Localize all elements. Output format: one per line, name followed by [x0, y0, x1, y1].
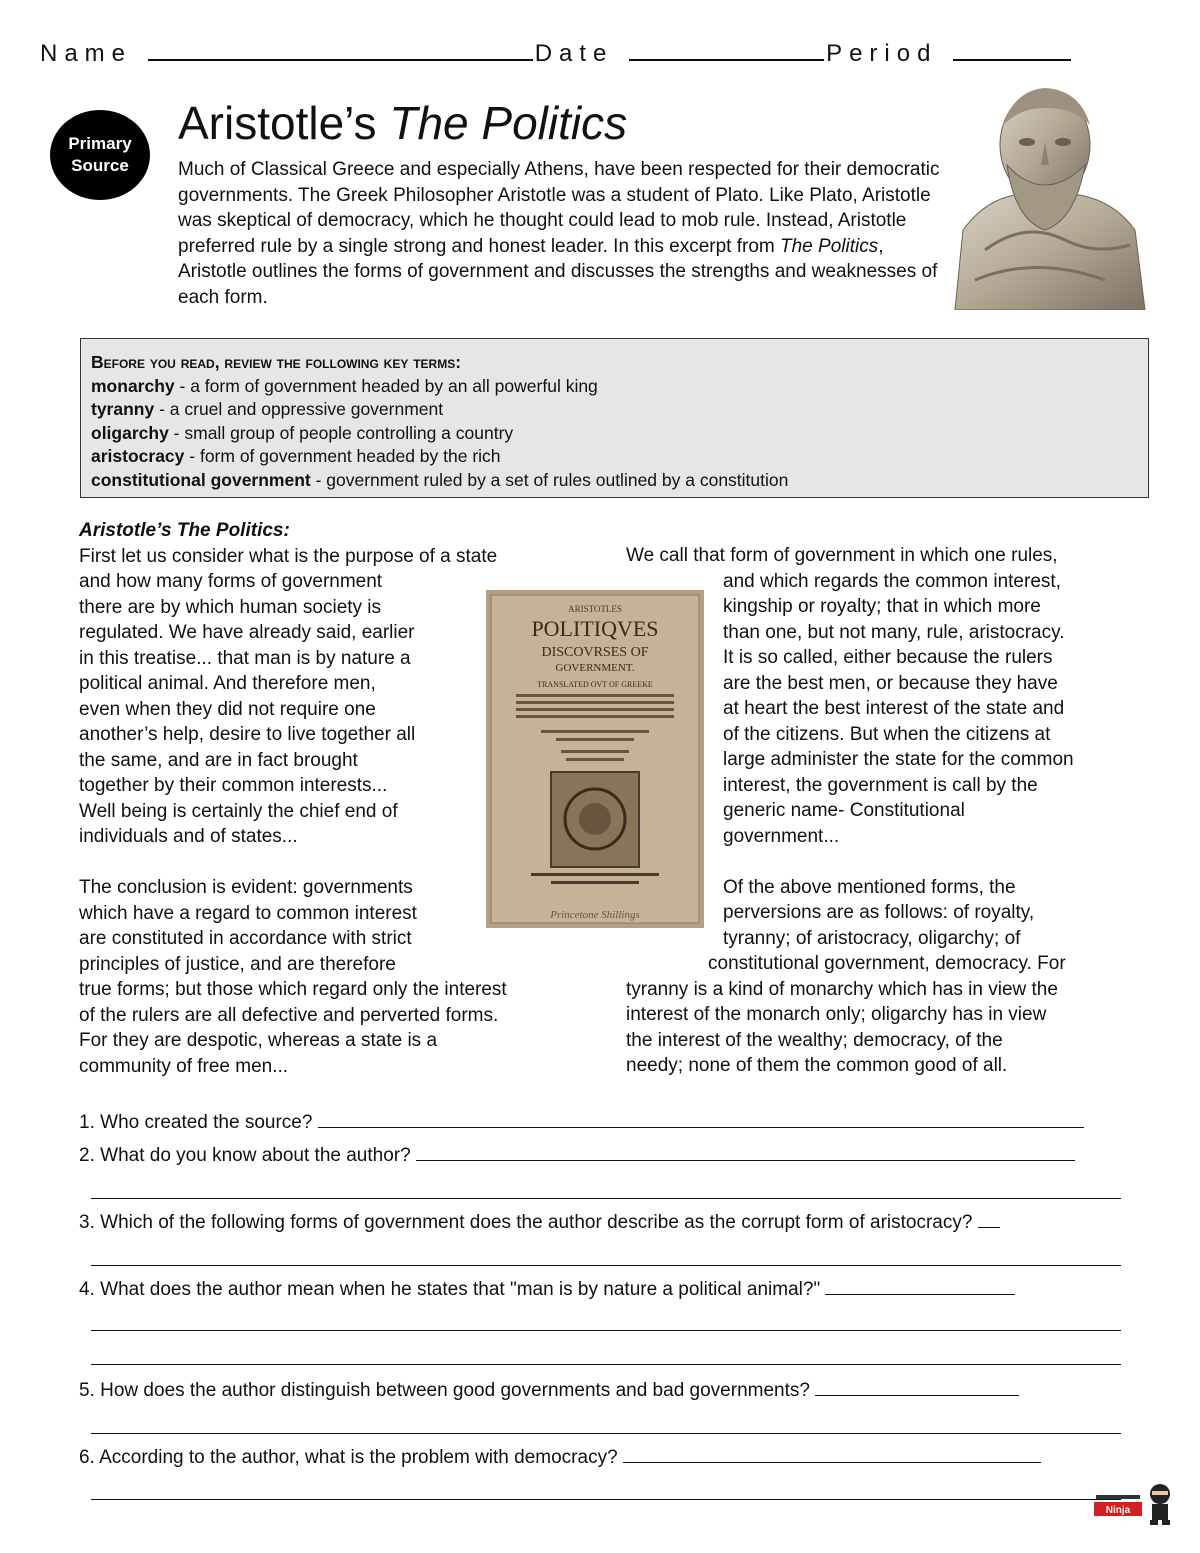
answer-line[interactable] [815, 1378, 1019, 1396]
ninja-logo [1094, 1480, 1179, 1525]
question-text: According to the author, what is the problem with democracy? [99, 1447, 618, 1468]
answer-line[interactable] [416, 1143, 1075, 1161]
book-line3: DISCOVRSES OF [541, 645, 649, 660]
page-title [178, 96, 627, 150]
answer-line[interactable] [623, 1445, 1041, 1463]
question-5 [79, 1378, 1019, 1402]
question-number: 2. [79, 1145, 95, 1166]
source-line: true forms; but those which regard only the interest [79, 979, 507, 1000]
key-term-definition: - government ruled by a set of rules outlined by a constitution [310, 469, 789, 490]
title-main: Aristotle’s [178, 97, 390, 149]
source-line: which have a regard to common interest [79, 902, 417, 924]
answer-line[interactable] [318, 1110, 1084, 1128]
source-line: Of the above mentioned forms, the [723, 876, 1016, 898]
source-line: political animal. And therefore men, [79, 673, 376, 694]
source-line: individuals and of states... [79, 826, 298, 847]
intro-part2: , Aristotle outlines the forms of government and discusses the strengths and weaknesses of each form. [178, 235, 938, 308]
source-line: the same, and are in fact brought [79, 749, 358, 771]
key-term-definition: - a form of government headed by an all powerful king [174, 375, 598, 396]
source-line: principles of justice, and are therefore [79, 953, 396, 975]
source-line: kingship or royalty; that in which more [723, 596, 1041, 617]
question-text: Which of the following forms of government does the author describe as the corrupt form of aristocracy? [100, 1212, 973, 1233]
primary-source-badge [50, 110, 150, 200]
source-line: We call that form of government in which one rules, [626, 545, 1058, 566]
source-line: and how many forms of government [79, 571, 383, 592]
source-line [626, 849, 1146, 875]
source-line: interest of the monarch only; oligarchy has in view [626, 1004, 1047, 1025]
source-line: For they are despotic, whereas a state is a [79, 1030, 438, 1051]
key-term-definition: - form of government headed by the rich [184, 446, 501, 466]
question-text: What does the author mean when he states that "man is by nature a political animal?" [100, 1279, 821, 1300]
key-terms-heading: Before you read, review the following key terms: [91, 352, 462, 372]
book-line2: POLITIQVES [531, 616, 659, 641]
source-line: another’s help, desire to live together all [79, 724, 416, 745]
intro-italic: The Politics [780, 235, 879, 257]
question-text: What do you know about the author? [100, 1145, 411, 1166]
key-term-row [91, 469, 1138, 493]
source-line: The conclusion is evident: governments [79, 877, 413, 898]
question-4 [79, 1277, 1015, 1301]
key-term-definition: - small group of people controlling a country [168, 422, 514, 443]
source-line: It is so called, either because the rulers [723, 647, 1053, 668]
question-6 [79, 1445, 1041, 1469]
intro-part1: Much of Classical Greece and especially Athens, have been respected for their democratic governments. The Greek Philosopher Aristotle was a student of Plato. Like Plato, Aristotle was skeptical of democracy, which he thought could lead to mob rule. Instead, Aristotle preferred rule by a single strong and honest leader. In this excerpt from [178, 159, 940, 257]
source-line: even when they did not require one [79, 698, 376, 720]
question-number: 6. [79, 1447, 95, 1468]
period-blank[interactable] [953, 41, 1071, 61]
period-label: Period [826, 40, 938, 67]
source-line: tyranny; of aristocracy, oligarchy; of [723, 927, 1021, 949]
source-line: in this treatise... that man is by nature a [79, 647, 411, 669]
name-label: Name [40, 40, 133, 67]
intro-paragraph [178, 157, 943, 310]
source-line: of the citizens. But when the citizens at [723, 723, 1051, 745]
source-line: at heart the best interest of the state and [723, 698, 1065, 719]
source-line: large administer the state for the common [723, 749, 1074, 770]
key-term-row [91, 375, 1138, 399]
answer-line[interactable] [91, 1265, 1121, 1266]
key-terms-box [80, 338, 1149, 498]
answer-line[interactable] [91, 1499, 1121, 1500]
answer-line[interactable] [91, 1364, 1121, 1365]
source-line: of the rulers are all defective and perverted forms. [79, 1004, 499, 1026]
question-number: 1. [79, 1112, 95, 1133]
question-number: 4. [79, 1279, 95, 1300]
source-line: regulated. We have already said, earlier [79, 622, 415, 643]
source-line: and which regards the common interest, [723, 570, 1061, 592]
source-title: Aristotle’s The Politics: [79, 520, 290, 541]
source-line: generic name- Constitutional [723, 800, 965, 821]
question-number: 3. [79, 1212, 95, 1233]
key-term: constitutional government [91, 469, 311, 490]
header-fields [40, 40, 1073, 68]
source-line: tyranny is a kind of monarchy which has in view the [626, 978, 1058, 1000]
source-line: needy; none of them the common good of all. [626, 1055, 1008, 1076]
badge-line2: Source [71, 156, 129, 175]
key-term-definition: - a cruel and oppressive government [154, 399, 444, 419]
book-title-page-image [486, 590, 704, 928]
key-term: oligarchy [91, 422, 169, 443]
source-line: First let us consider what is the purpose of a state [79, 545, 498, 567]
logo-text: Ninja [1105, 1505, 1131, 1516]
answer-line[interactable] [91, 1198, 1121, 1199]
answer-line[interactable] [91, 1433, 1121, 1434]
aristotle-bust-image [945, 80, 1150, 310]
answer-line[interactable] [825, 1277, 1015, 1295]
book-footer: Princetone Shillings [550, 909, 640, 921]
source-line: together by their common interests... [79, 775, 388, 796]
question-2 [79, 1143, 1075, 1167]
source-line: are constituted in accordance with strict [79, 928, 412, 949]
source-line: perversions are as follows: of royalty, [723, 902, 1035, 923]
badge-line1: Primary [68, 134, 132, 153]
question-text: How does the author distinguish between good governments and bad governments? [100, 1380, 810, 1401]
book-line5: TRANSLATED OVT OF GREEKE [537, 680, 653, 689]
source-line: Well being is certainly the chief end of [79, 800, 398, 822]
answer-line[interactable] [978, 1210, 1000, 1228]
answer-line[interactable] [91, 1330, 1121, 1331]
source-line: community of free men... [79, 1055, 289, 1077]
key-term-row [91, 445, 1138, 469]
source-line: than one, but not many, rule, aristocracy. [723, 621, 1065, 643]
source-line: constitutional government, democracy. For [708, 953, 1066, 974]
name-blank[interactable] [148, 41, 533, 61]
date-blank[interactable] [629, 41, 824, 61]
book-line4: GOVERNMENT. [555, 662, 635, 674]
key-term-row [91, 422, 1138, 446]
question-3 [79, 1210, 1000, 1234]
source-line: there are by which human society is [79, 596, 382, 618]
source-line: interest, the government is call by the [723, 774, 1038, 796]
source-line: government... [723, 825, 840, 847]
question-text: Who created the source? [100, 1112, 313, 1133]
book-line1: ARISTOTLES [568, 604, 622, 614]
source-right-column [626, 543, 1146, 1079]
title-italic: The Politics [389, 97, 628, 149]
date-label: Date [534, 40, 614, 67]
key-term: aristocracy [91, 446, 185, 466]
source-line: are the best men, or because they have [723, 672, 1058, 694]
key-term-row [91, 398, 1138, 422]
source-line: the interest of the wealthy; democracy, of the [626, 1029, 1003, 1051]
key-term: tyranny [91, 399, 155, 419]
key-term: monarchy [91, 375, 175, 396]
question-1 [79, 1110, 1084, 1134]
question-number: 5. [79, 1380, 95, 1401]
